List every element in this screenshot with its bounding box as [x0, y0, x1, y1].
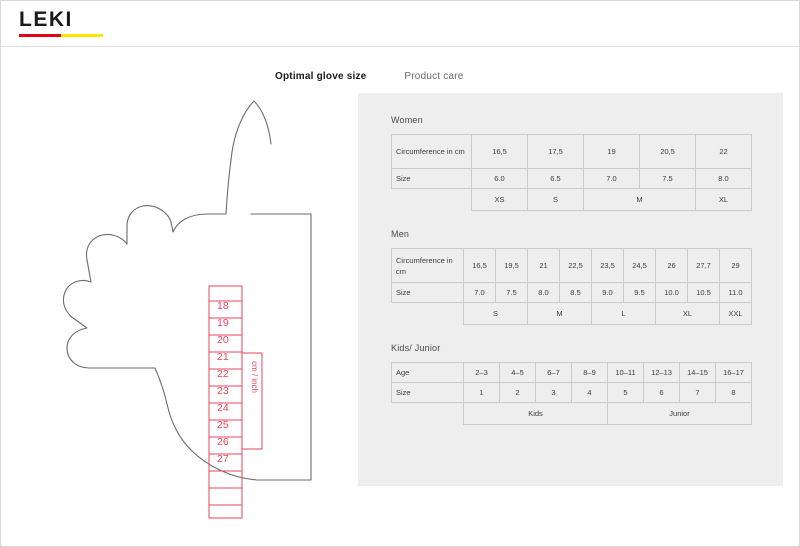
group-label: XS [472, 189, 528, 211]
cell: 6.0 [472, 169, 528, 189]
cell: 2–3 [464, 363, 500, 383]
tape-label: cm / inch [250, 361, 259, 394]
cell: 7 [680, 383, 716, 403]
cell: 19 [584, 135, 640, 169]
cell: 4 [572, 383, 608, 403]
group-label: S [464, 303, 528, 325]
cell: 9.0 [592, 283, 624, 303]
ruler-mark-19: 19 [217, 317, 229, 329]
table-row [392, 283, 752, 303]
section-kids-junior [391, 343, 751, 425]
cell: 16,5 [464, 249, 496, 283]
size-table-men [391, 248, 752, 325]
spacer-cell [392, 403, 464, 425]
group-label: XL [696, 189, 752, 211]
row-header-circumference: Circumference in cm [392, 135, 472, 169]
cell: 26 [656, 249, 688, 283]
size-tables-panel [358, 93, 783, 486]
spacer-cell [392, 303, 464, 325]
row-header-age: Age [392, 363, 464, 383]
row-header-size: Size [392, 383, 464, 403]
cell: 19,5 [496, 249, 528, 283]
table-row [392, 169, 752, 189]
cell: 24,5 [624, 249, 656, 283]
cell: 2 [500, 383, 536, 403]
cell: 8.5 [560, 283, 592, 303]
cell: 21 [528, 249, 560, 283]
logo-bar-yellow [61, 34, 103, 37]
group-label: S [528, 189, 584, 211]
cell: 27,7 [688, 249, 720, 283]
table-row [392, 383, 752, 403]
row-header-size: Size [392, 283, 464, 303]
cell: 29 [720, 249, 752, 283]
table-row-groups [392, 189, 752, 211]
page-header [1, 1, 799, 47]
table-row [392, 363, 752, 383]
cell: 11.0 [720, 283, 752, 303]
cell: 20,5 [640, 135, 696, 169]
group-label: L [592, 303, 656, 325]
hand-measurement-illustration [11, 86, 371, 526]
group-label: Kids [464, 403, 608, 425]
ruler-mark-23: 23 [217, 385, 229, 397]
table-row [392, 135, 752, 169]
logo-bar-red [19, 34, 61, 37]
group-label: M [584, 189, 696, 211]
ruler-mark-25: 25 [217, 419, 229, 431]
cell: 8.0 [528, 283, 560, 303]
cell: 1 [464, 383, 500, 403]
ruler-mark-26: 26 [217, 436, 229, 448]
ruler-mark-18: 18 [217, 300, 229, 312]
ruler-mark-24: 24 [217, 402, 229, 414]
spacer-cell [392, 189, 472, 211]
cell: 4–5 [500, 363, 536, 383]
cell: 7.0 [584, 169, 640, 189]
cell: 14–15 [680, 363, 716, 383]
cell: 10.5 [688, 283, 720, 303]
cell: 22,5 [560, 249, 592, 283]
cell: 23,5 [592, 249, 624, 283]
cell: 6.5 [528, 169, 584, 189]
row-header-circumference: Circumference in cm [392, 249, 464, 283]
group-label: M [528, 303, 592, 325]
brand-logo-text: LEKI [19, 8, 73, 31]
brand-logo[interactable] [19, 9, 109, 37]
table-row-groups [392, 303, 752, 325]
cell: 7.5 [496, 283, 528, 303]
ruler-mark-27: 27 [217, 453, 229, 465]
cell: 7.0 [464, 283, 496, 303]
section-men [391, 229, 751, 325]
group-label: XXL [720, 303, 752, 325]
cell: 6–7 [536, 363, 572, 383]
cell: 8–9 [572, 363, 608, 383]
tab-optimal-glove-size[interactable]: Optimal glove size [275, 71, 367, 82]
size-table-kids-junior [391, 362, 752, 425]
cell: 5 [608, 383, 644, 403]
cell: 12–13 [644, 363, 680, 383]
section-title-kids-junior: Kids/ Junior [391, 343, 441, 353]
group-label: XL [656, 303, 720, 325]
tab-bar [275, 71, 464, 82]
cell: 8.0 [696, 169, 752, 189]
table-row-groups [392, 403, 752, 425]
tab-product-care[interactable]: Product care [404, 71, 464, 82]
cell: 9.5 [624, 283, 656, 303]
ruler-mark-22: 22 [217, 368, 229, 380]
section-title-women: Women [391, 115, 423, 125]
cell: 8 [716, 383, 752, 403]
group-label: Junior [608, 403, 752, 425]
section-women [391, 115, 751, 211]
cell: 7.5 [640, 169, 696, 189]
brand-logo-bars [19, 34, 103, 37]
cell: 3 [536, 383, 572, 403]
cell: 6 [644, 383, 680, 403]
cell: 10–11 [608, 363, 644, 383]
size-table-women [391, 134, 752, 211]
cell: 17,5 [528, 135, 584, 169]
ruler-mark-20: 20 [217, 334, 229, 346]
ruler-mark-21: 21 [217, 351, 229, 363]
cell: 16–17 [716, 363, 752, 383]
cell: 10.0 [656, 283, 688, 303]
cell: 16,5 [472, 135, 528, 169]
section-title-men: Men [391, 229, 410, 239]
row-header-size: Size [392, 169, 472, 189]
cell: 22 [696, 135, 752, 169]
table-row [392, 249, 752, 283]
